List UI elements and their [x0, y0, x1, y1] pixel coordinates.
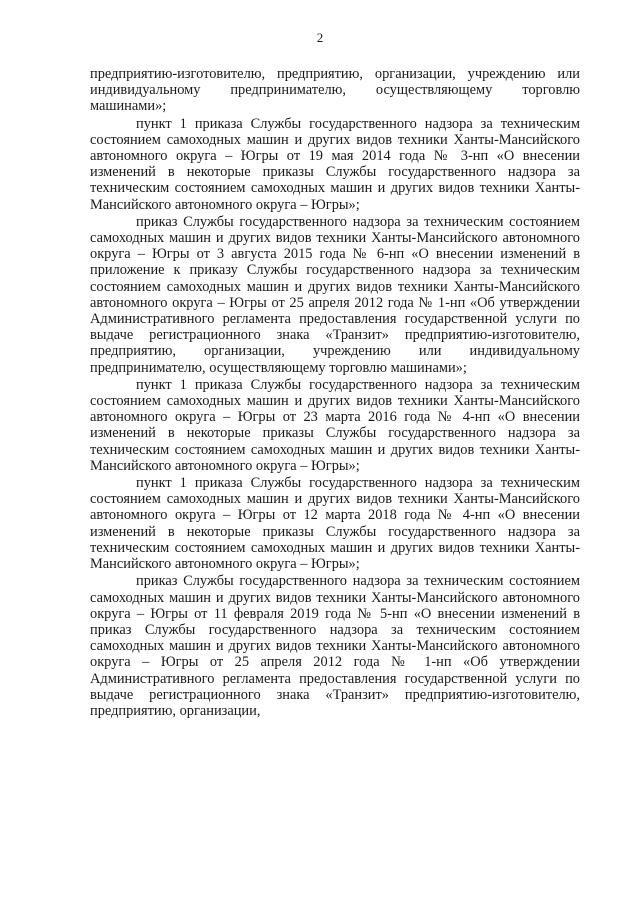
paragraph-item: приказ Службы государственного надзора за техническим состоянием самоходных машин и других видов техники Ханты-Мансийского автономного округа – Югры от 11 февраля 2019 года № 5-нп «О внесении изменений в приказ Службы государственного надзора за техническим состоянием самоходных машин и других видов техники Ханты-Мансийского автономного округа – Югры от 25 апреля 2012 года № 1-нп «Об утверждении Административного регламента предоставления государственной услуги по выдаче регистрационного знака «Транзит» предприятию-изготовителю, предприятию, организации, [90, 573, 580, 719]
document-body [90, 66, 580, 720]
paragraph-item: пункт 1 приказа Службы государственного надзора за техническим состоянием самоходных машин и других видов техники Ханты-Мансийского автономного округа – Югры от 12 марта 2018 года № 4-нп «О внесении изменений в некоторые приказы Службы государственного надзора за техническим состоянием самоходных машин и других видов техники Ханты-Мансийского автономного округа – Югры»; [90, 475, 580, 573]
page-number: 2 [316, 30, 324, 45]
paragraph-continuation: предприятию-изготовителю, предприятию, организации, учреждению или индивидуальному предпринимателю, осуществляющему торговлю машинами»; [90, 66, 580, 115]
paragraph-item: приказ Службы государственного надзора за техническим состоянием самоходных машин и других видов техники Ханты-Мансийского автономного округа – Югры от 3 августа 2015 года № 6-нп «О внесении изменений в приложение к приказу Службы государственного надзора за техническим состоянием самоходных машин и других видов техники Ханты-Мансийского автономного округа – Югры от 25 апреля 2012 года № 1-нп «Об утверждении Административного регламента предоставления государственной услуги по выдаче регистрационного знака «Транзит» предприятию-изготовителю, предприятию, организации, учреждению или индивидуальному предпринимателю, осуществляющему торговлю машинами»; [90, 213, 580, 376]
paragraph-item: пункт 1 приказа Службы государственного надзора за техническим состоянием самоходных машин и других видов техники Ханты-Мансийского автономного округа – Югры от 23 марта 2016 года № 4-нп «О внесении изменений в некоторые приказы Службы государственного надзора за техническим состоянием самоходных машин и других видов техники Ханты-Мансийского автономного округа – Югры»; [90, 376, 580, 474]
paragraph-item: пункт 1 приказа Службы государственного надзора за техническим состоянием самоходных машин и других видов техники Ханты-Мансийского автономного округа – Югры от 19 мая 2014 года № 3-нп «О внесении изменений в некоторые приказы Службы государственного надзора за техническим состоянием самоходных машин и других видов техники Ханты-Мансийского автономного округа – Югры»; [90, 115, 580, 213]
